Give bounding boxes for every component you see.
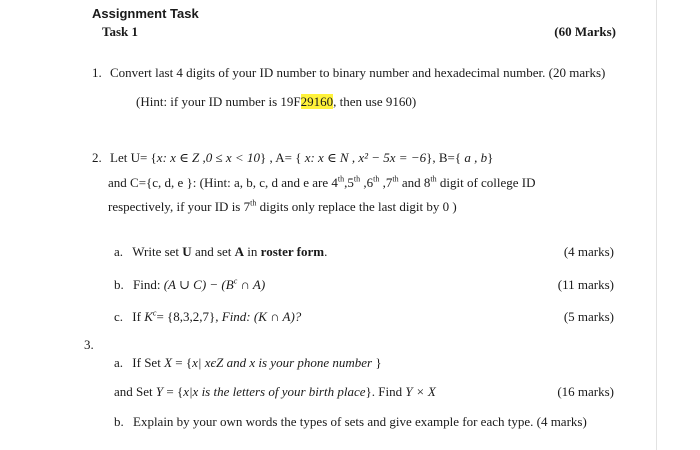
q2a-marks: (4 marks)	[563, 244, 614, 259]
q2b-line	[114, 277, 265, 293]
q2a-text-e: in	[244, 244, 261, 259]
sup-th: th	[250, 198, 257, 208]
q2a-line	[114, 244, 327, 260]
q3a-close: }	[372, 355, 382, 370]
sup-th: th	[430, 174, 437, 184]
q3b-line	[114, 414, 587, 430]
q3a-eq: = {	[172, 355, 193, 370]
q2a-period: .	[324, 244, 328, 259]
q2-set-b-label: }, B={	[426, 150, 465, 165]
q2a-set-u: U	[182, 244, 192, 259]
q3b-text: Explain by your own words the types of sets and give example for each type. (4 marks)	[133, 414, 587, 429]
q3-y-def: x|x is the letters of your birth place	[183, 384, 366, 399]
q2a-text-a: Write set	[132, 244, 183, 259]
page-edge-divider	[656, 0, 657, 450]
q2b-label: b.	[114, 277, 124, 292]
q2-set-b-def: a , b	[464, 150, 488, 165]
q2b-expr-a: (A ∪ C) − (B	[163, 277, 234, 292]
q3a-marks: (16 marks)	[557, 384, 614, 399]
q2c-find: Find: (K ∩ A)?	[221, 309, 302, 324]
q3-y: Y	[155, 384, 164, 399]
q3-find: }. Find	[365, 384, 406, 399]
q2-line-2	[108, 175, 536, 191]
q3-number: 3.	[84, 337, 94, 352]
q3-eq: = {	[163, 384, 184, 399]
q2c-set: = {8,3,2,7},	[156, 309, 222, 324]
q3a-line	[114, 355, 382, 371]
q2-set-a-def: x: x ∈ N , x² − 5x = −6	[304, 150, 427, 165]
q2b-marks: (11 marks)	[557, 277, 614, 292]
sup-c: c	[152, 308, 157, 318]
sup-th: th	[373, 174, 380, 184]
q2-set-a-label: } , A= {	[259, 150, 305, 165]
q3-and-set: and Set	[114, 384, 156, 399]
task-label: Task 1	[102, 24, 139, 39]
q2c-line	[114, 309, 301, 325]
q2-line-1	[92, 150, 493, 166]
q1-hint-prefix: (Hint: if your ID number is 19F	[136, 94, 301, 109]
q2-line3-b: digits only replace the last digit by 0 )	[256, 199, 457, 214]
sup-th: th	[392, 174, 399, 184]
sup-th: th	[353, 174, 361, 184]
q1-line	[92, 65, 605, 81]
q3a-if-set: If Set	[132, 355, 165, 370]
sup-th: th	[337, 174, 345, 184]
q2-number: 2.	[92, 150, 102, 165]
q2c-label: c.	[114, 309, 124, 324]
q2c-marks: (5 marks)	[563, 309, 614, 324]
q2-set-u-def: x: x ∈ Z ,0 ≤ x < 10	[156, 150, 260, 165]
q1-hint-suffix: , then use 9160)	[333, 94, 417, 109]
q2-hint-8: and 8	[398, 175, 431, 190]
q2-set-b-close: }	[487, 150, 494, 165]
q2a-label: a.	[114, 244, 124, 259]
q2-hint-5: ,5	[344, 175, 354, 190]
q2-hint-end: digit of college ID	[436, 175, 536, 190]
q3b-label: b.	[114, 414, 124, 429]
total-marks: (60 Marks)	[554, 24, 616, 39]
q2-line3-a: respectively, if your ID is 7	[108, 199, 251, 214]
q3a-label: a.	[114, 355, 124, 370]
q1-hint-highlight: 29160	[300, 94, 334, 109]
q2c-if: If	[132, 309, 145, 324]
q2-let-u: Let U= {	[110, 150, 157, 165]
sup-c: c	[233, 276, 238, 286]
q2b-find: Find:	[133, 277, 164, 292]
q1-number: 1.	[92, 65, 102, 80]
q2c-k: K	[144, 309, 153, 324]
q3a-def: x| xєZ and x is your phone number	[192, 355, 373, 370]
assignment-title: Assignment Task	[92, 6, 199, 21]
q2-hint-text: and C={c, d, e }: (Hint: a, b, c, d and e are 4	[108, 175, 338, 190]
q1-hint	[136, 94, 416, 110]
q3a-x: X	[164, 355, 173, 370]
q2a-roster-form: roster form	[260, 244, 325, 259]
q3a-line-2	[114, 384, 436, 400]
q2-hint-7: ,7	[379, 175, 393, 190]
q3-product: Y × X	[405, 384, 436, 399]
q2b-expr-b: ∩ A)	[237, 277, 266, 292]
q1-text: Convert last 4 digits of your ID number to binary number and hexadecimal number. (20 marks)	[110, 65, 606, 80]
q2-line-3	[108, 199, 457, 215]
q2-hint-6: ,6	[360, 175, 374, 190]
q2a-text-c: and set	[191, 244, 235, 259]
q2a-set-a: A	[234, 244, 245, 259]
